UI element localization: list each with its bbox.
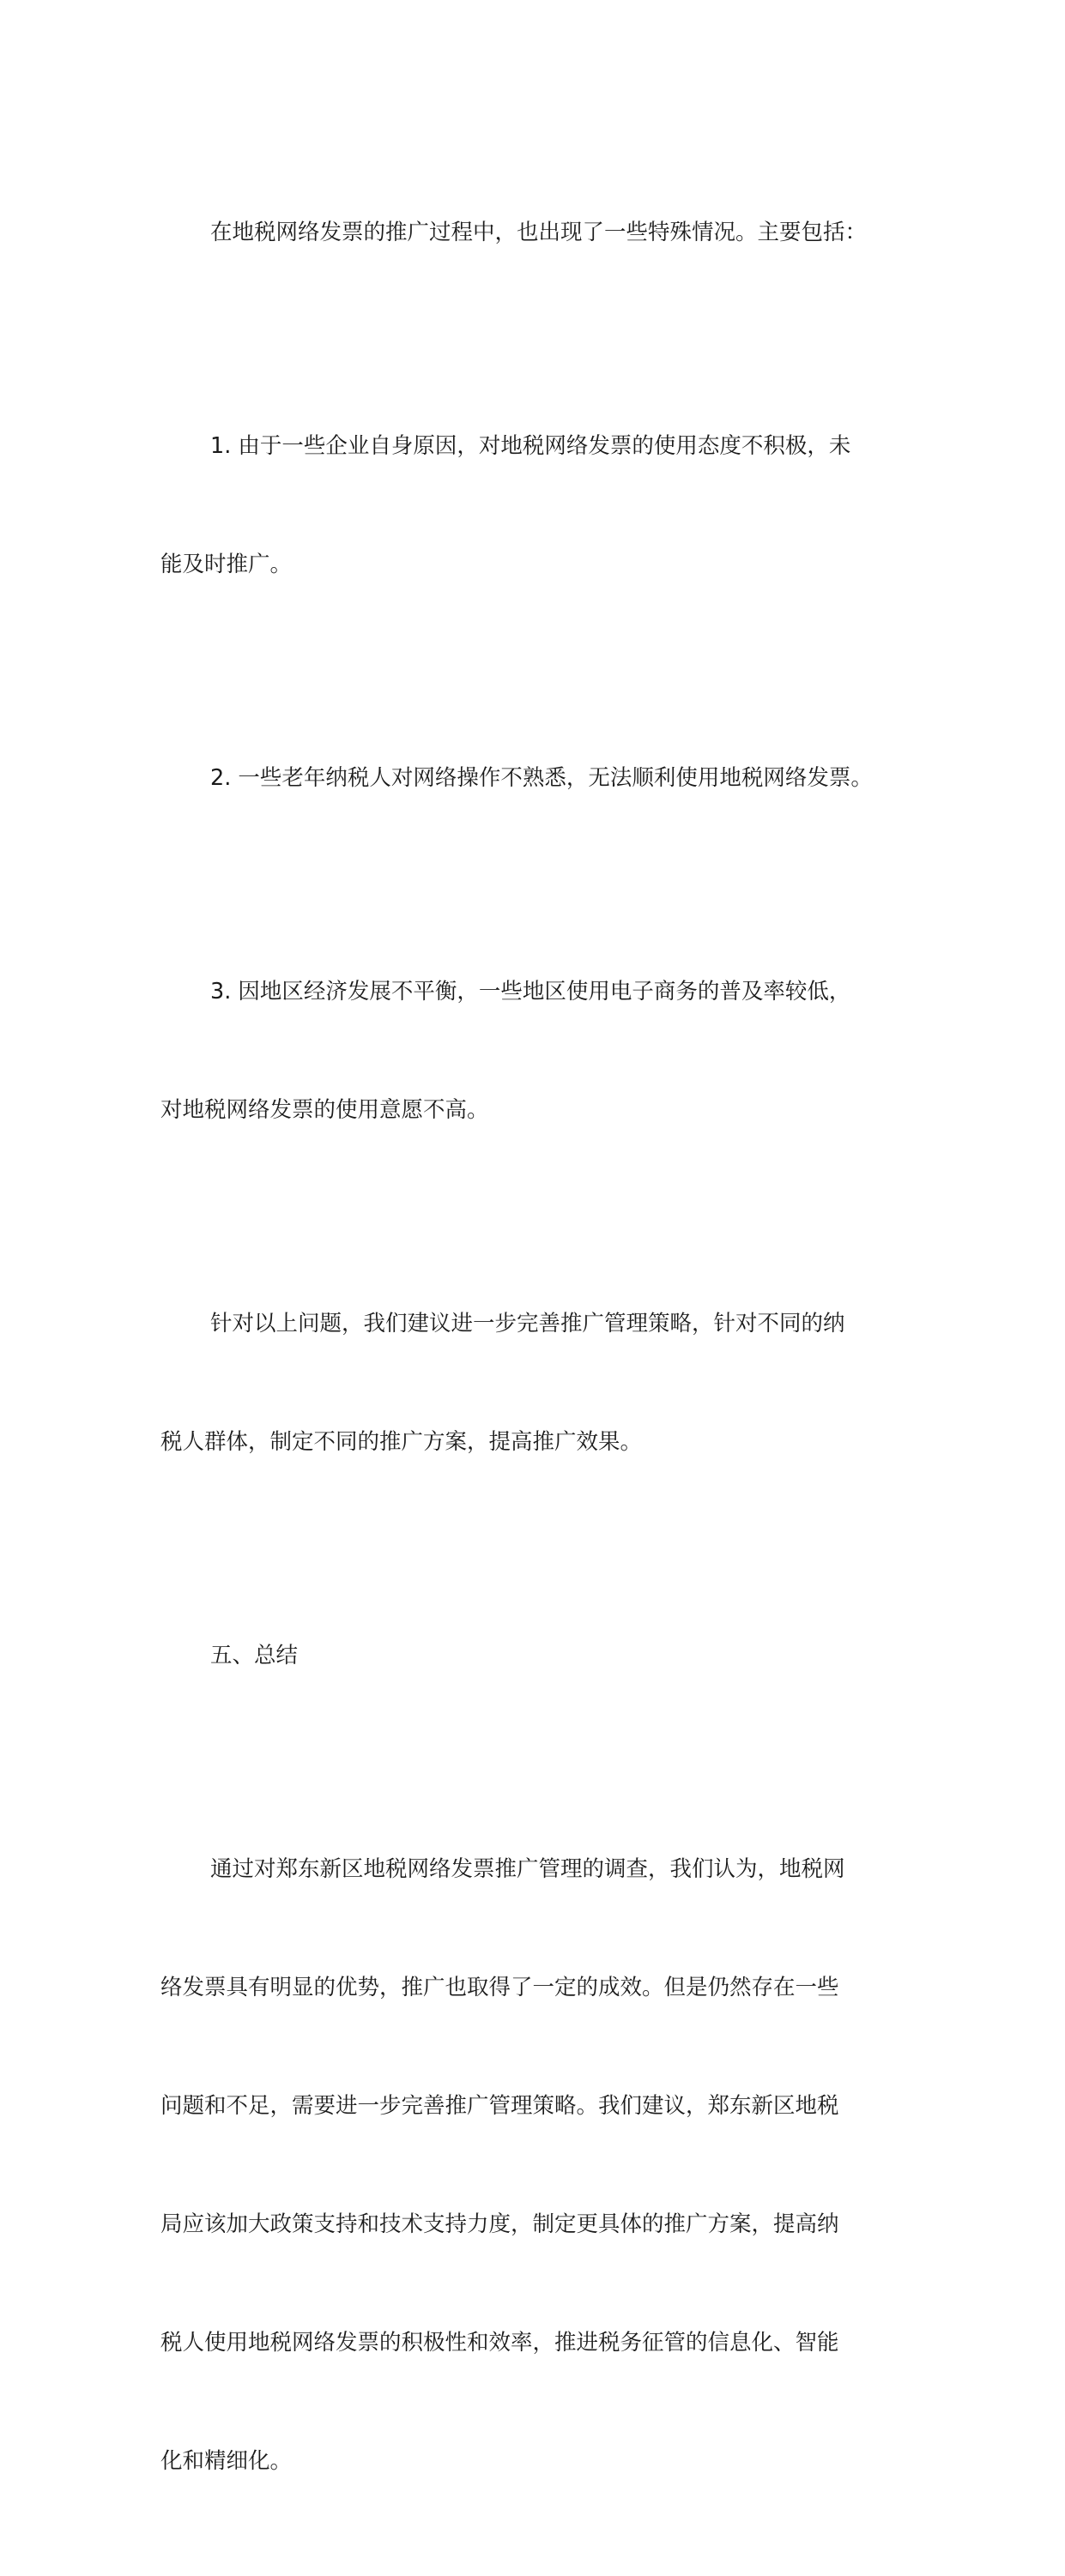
paragraph-summary <box>160 1771 924 2560</box>
text-line: 在地税网络发票的推广过程中，也出现了一些特殊情况。主要包括： <box>210 220 868 245</box>
text-line: 问题和不足，需要进一步完善推广管理策略。我们建议，郑东新区地税 <box>160 2093 839 2119</box>
text-line: 2. 一些老年纳税人对网络操作不熟悉，无法顺利使用地税网络发票。 <box>210 765 873 791</box>
text-line: 化和精细化。 <box>160 2448 293 2474</box>
paragraph-item-2 <box>160 679 924 877</box>
document-body <box>160 134 924 2576</box>
paragraph-intro <box>160 134 924 331</box>
text-line: 局应该加大政策支持和技术支持力度，制定更具体的推广方案，提高纳 <box>160 2211 839 2237</box>
text-line: 对地税网络发票的使用意愿不高。 <box>160 1097 489 1123</box>
text-line: 1. 由于一些企业自身原因，对地税网络发票的使用态度不积极，未 <box>210 433 851 459</box>
paragraph-item-1 <box>160 347 924 663</box>
text-line: 税人群体，制定不同的推广方案，提高推广效果。 <box>160 1429 643 1455</box>
paragraph-item-3 <box>160 893 924 1209</box>
text-line: 3. 因地区经济发展不平衡，一些地区使用电子商务的普及率较低， <box>210 979 851 1004</box>
text-line: 针对以上问题，我们建议进一步完善推广管理策略，针对不同的纳 <box>210 1311 845 1336</box>
text-line: 五、总结 <box>210 1643 299 1668</box>
text-line: 络发票具有明显的优势，推广也取得了一定的成效。但是仍然存在一些 <box>160 1975 839 2000</box>
text-line: 能及时推广。 <box>160 552 293 577</box>
paragraph-suggestion <box>160 1225 924 1541</box>
text-line: 通过对郑东新区地税网络发票推广管理的调查，我们认为，地税网 <box>210 1856 845 1882</box>
text-line: 税人使用地税网络发票的积极性和效率，推进税务征管的信息化、智能 <box>160 2330 839 2356</box>
section-heading-summary <box>160 1557 924 1754</box>
